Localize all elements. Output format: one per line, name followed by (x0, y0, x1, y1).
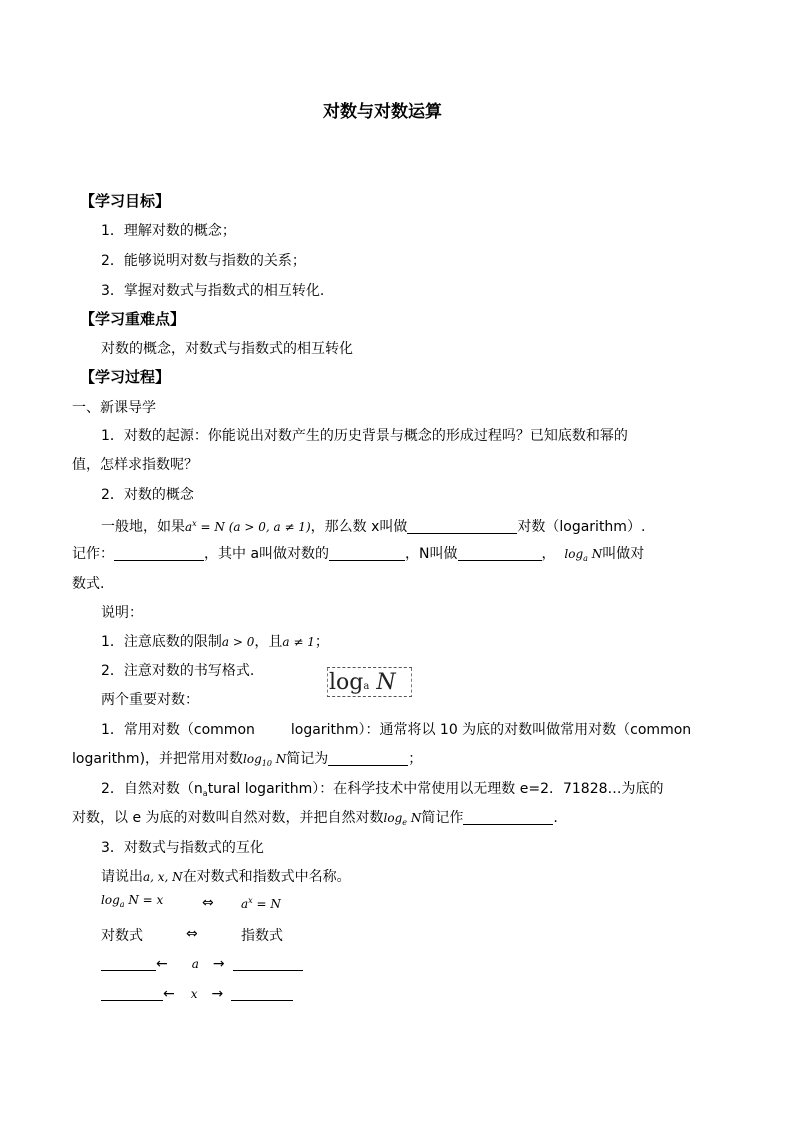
explain-item (101, 632, 329, 652)
math-var: N (587, 547, 603, 561)
text: ， (541, 546, 556, 562)
label-exp-form: 指数式 (241, 928, 283, 944)
fill-blank[interactable] (231, 985, 293, 1001)
text: ，N叫做 (405, 546, 458, 562)
equivalence-symbol: ⇔ (186, 926, 198, 942)
math-base: a (119, 900, 125, 909)
text: ； (408, 751, 423, 767)
math-base: a (583, 554, 588, 563)
text: 1．注意底数的限制 (101, 634, 222, 650)
guide-line (411, 668, 412, 697)
math-var: N (271, 752, 287, 766)
text: 对数，以 e 为底的对数叫自然对数，并把自然对数 (72, 810, 384, 826)
math-log: log (243, 752, 262, 766)
format-log: log (329, 670, 364, 695)
text: 简记为 (286, 751, 329, 767)
label-log-form: 对数式 (101, 928, 143, 944)
math-var: = N (196, 520, 225, 534)
explain-label: 说明： (101, 605, 143, 621)
format-base: a (363, 681, 370, 692)
goal-item: 3．掌握对数式与指数式的相互转化. (101, 283, 325, 299)
text: tural logarithm）：在科学技术中常使用以无理数 e=2．71828…为底的 (207, 781, 664, 797)
math-base: 10 (261, 759, 272, 768)
page-title: 对数与对数运算 (323, 102, 442, 122)
text: 简记作 (421, 810, 464, 826)
math-condition: (a > 0, a ≠ 1) (228, 520, 311, 534)
fill-blank[interactable] (101, 985, 163, 1001)
fill-blank[interactable] (407, 518, 517, 534)
math-var: N (407, 811, 422, 825)
math-expression (384, 811, 422, 825)
goal-item: 2．能够说明对数与指数的关系； (101, 253, 306, 269)
fill-blank[interactable] (329, 545, 405, 561)
text: logarithm）：通常将以 10 为底的对数叫做常用对数（common (290, 722, 692, 738)
correspondence-row (101, 954, 303, 974)
exp-equation (241, 891, 281, 914)
text: 在对数式和指数式中名称。 (182, 869, 351, 885)
natural-log-line (101, 779, 664, 804)
text: ，其中 a叫做对数的 (204, 546, 330, 562)
text: logarithm)，并把常用对数 (72, 751, 244, 767)
two-logs-heading: 两个重要对数： (101, 692, 199, 708)
common-log-line (72, 749, 422, 774)
math-exponent: x (248, 896, 253, 905)
key-points-heading: 【学习重难点】 (80, 310, 186, 328)
math-var: a (241, 897, 249, 911)
correspondence-row (101, 984, 293, 1004)
math-expression: a > 0 (221, 635, 255, 649)
text: . (553, 810, 558, 826)
notation-line (72, 544, 644, 569)
goal-item: 1．理解对数的概念； (101, 223, 236, 239)
key-points-text: 对数的概念，对数式与指数式的相互转化 (101, 341, 353, 357)
log-equation (101, 890, 163, 915)
fill-blank[interactable] (463, 809, 553, 825)
process-heading: 【学习过程】 (80, 368, 171, 386)
explain-item: 2．注意对数的书写格式. (101, 663, 255, 679)
notation-line-end: 数式. (72, 576, 105, 592)
definition-line (101, 514, 645, 537)
left-arrow-icon: ← (163, 986, 175, 1002)
guide-line (327, 668, 328, 697)
math-exponent: x (192, 519, 197, 528)
question-text: 值，怎样求指数呢？ (72, 457, 198, 473)
text: 叫做对 (602, 546, 645, 562)
text: 1．常用对数（common (101, 722, 255, 738)
math-expression (185, 520, 311, 534)
math-base: e (402, 818, 407, 827)
common-log-line (101, 720, 691, 740)
math-var: x (190, 987, 198, 1001)
math-var: N = x (124, 893, 164, 907)
right-arrow-icon: → (211, 986, 224, 1002)
text: 2．自然对数（n (101, 781, 203, 797)
text: 记作： (72, 546, 114, 562)
goals-heading: 【学习目标】 (80, 192, 171, 210)
text: 对数（logarithm）. (517, 519, 646, 535)
question-text: 1．对数的起源：你能说出对数产生的历史背景与概念的形成过程吗？已知底数和幂的 (101, 428, 628, 444)
math-var: a (185, 520, 193, 534)
math-var: = N (252, 897, 281, 911)
subsection-title: 2．对数的概念 (101, 487, 194, 503)
subsection-title: 3．对数式与指数式的互化 (101, 840, 264, 856)
equivalence-symbol: ⇔ (202, 895, 214, 911)
typo-subscript: a (202, 789, 208, 798)
math-log: log (564, 547, 584, 561)
fill-blank[interactable] (458, 545, 542, 561)
left-arrow-icon: ← (156, 956, 168, 972)
text: 请说出 (101, 869, 143, 885)
math-expression: a, x, N (143, 870, 183, 884)
text: ，且 (254, 634, 283, 650)
part-title: 一、新课导学 (72, 400, 156, 416)
log-writing-format-illustration (327, 667, 412, 697)
math-expression: a ≠ 1 (282, 635, 315, 649)
natural-log-line (72, 808, 558, 833)
math-expression (243, 752, 286, 766)
text: 一般地，如果 (101, 519, 185, 535)
text: ，那么数 x叫做 (310, 519, 408, 535)
fill-blank[interactable] (101, 955, 156, 971)
right-arrow-icon: → (212, 956, 225, 972)
fill-blank[interactable] (328, 750, 408, 766)
text: ； (314, 634, 329, 650)
question-text (101, 867, 351, 887)
fill-blank[interactable] (114, 545, 204, 561)
math-log: log (101, 893, 120, 907)
math-expression (564, 547, 602, 561)
fill-blank[interactable] (233, 955, 303, 971)
math-var: a (191, 957, 199, 971)
math-log: log (383, 811, 403, 825)
format-n: N (376, 670, 396, 695)
